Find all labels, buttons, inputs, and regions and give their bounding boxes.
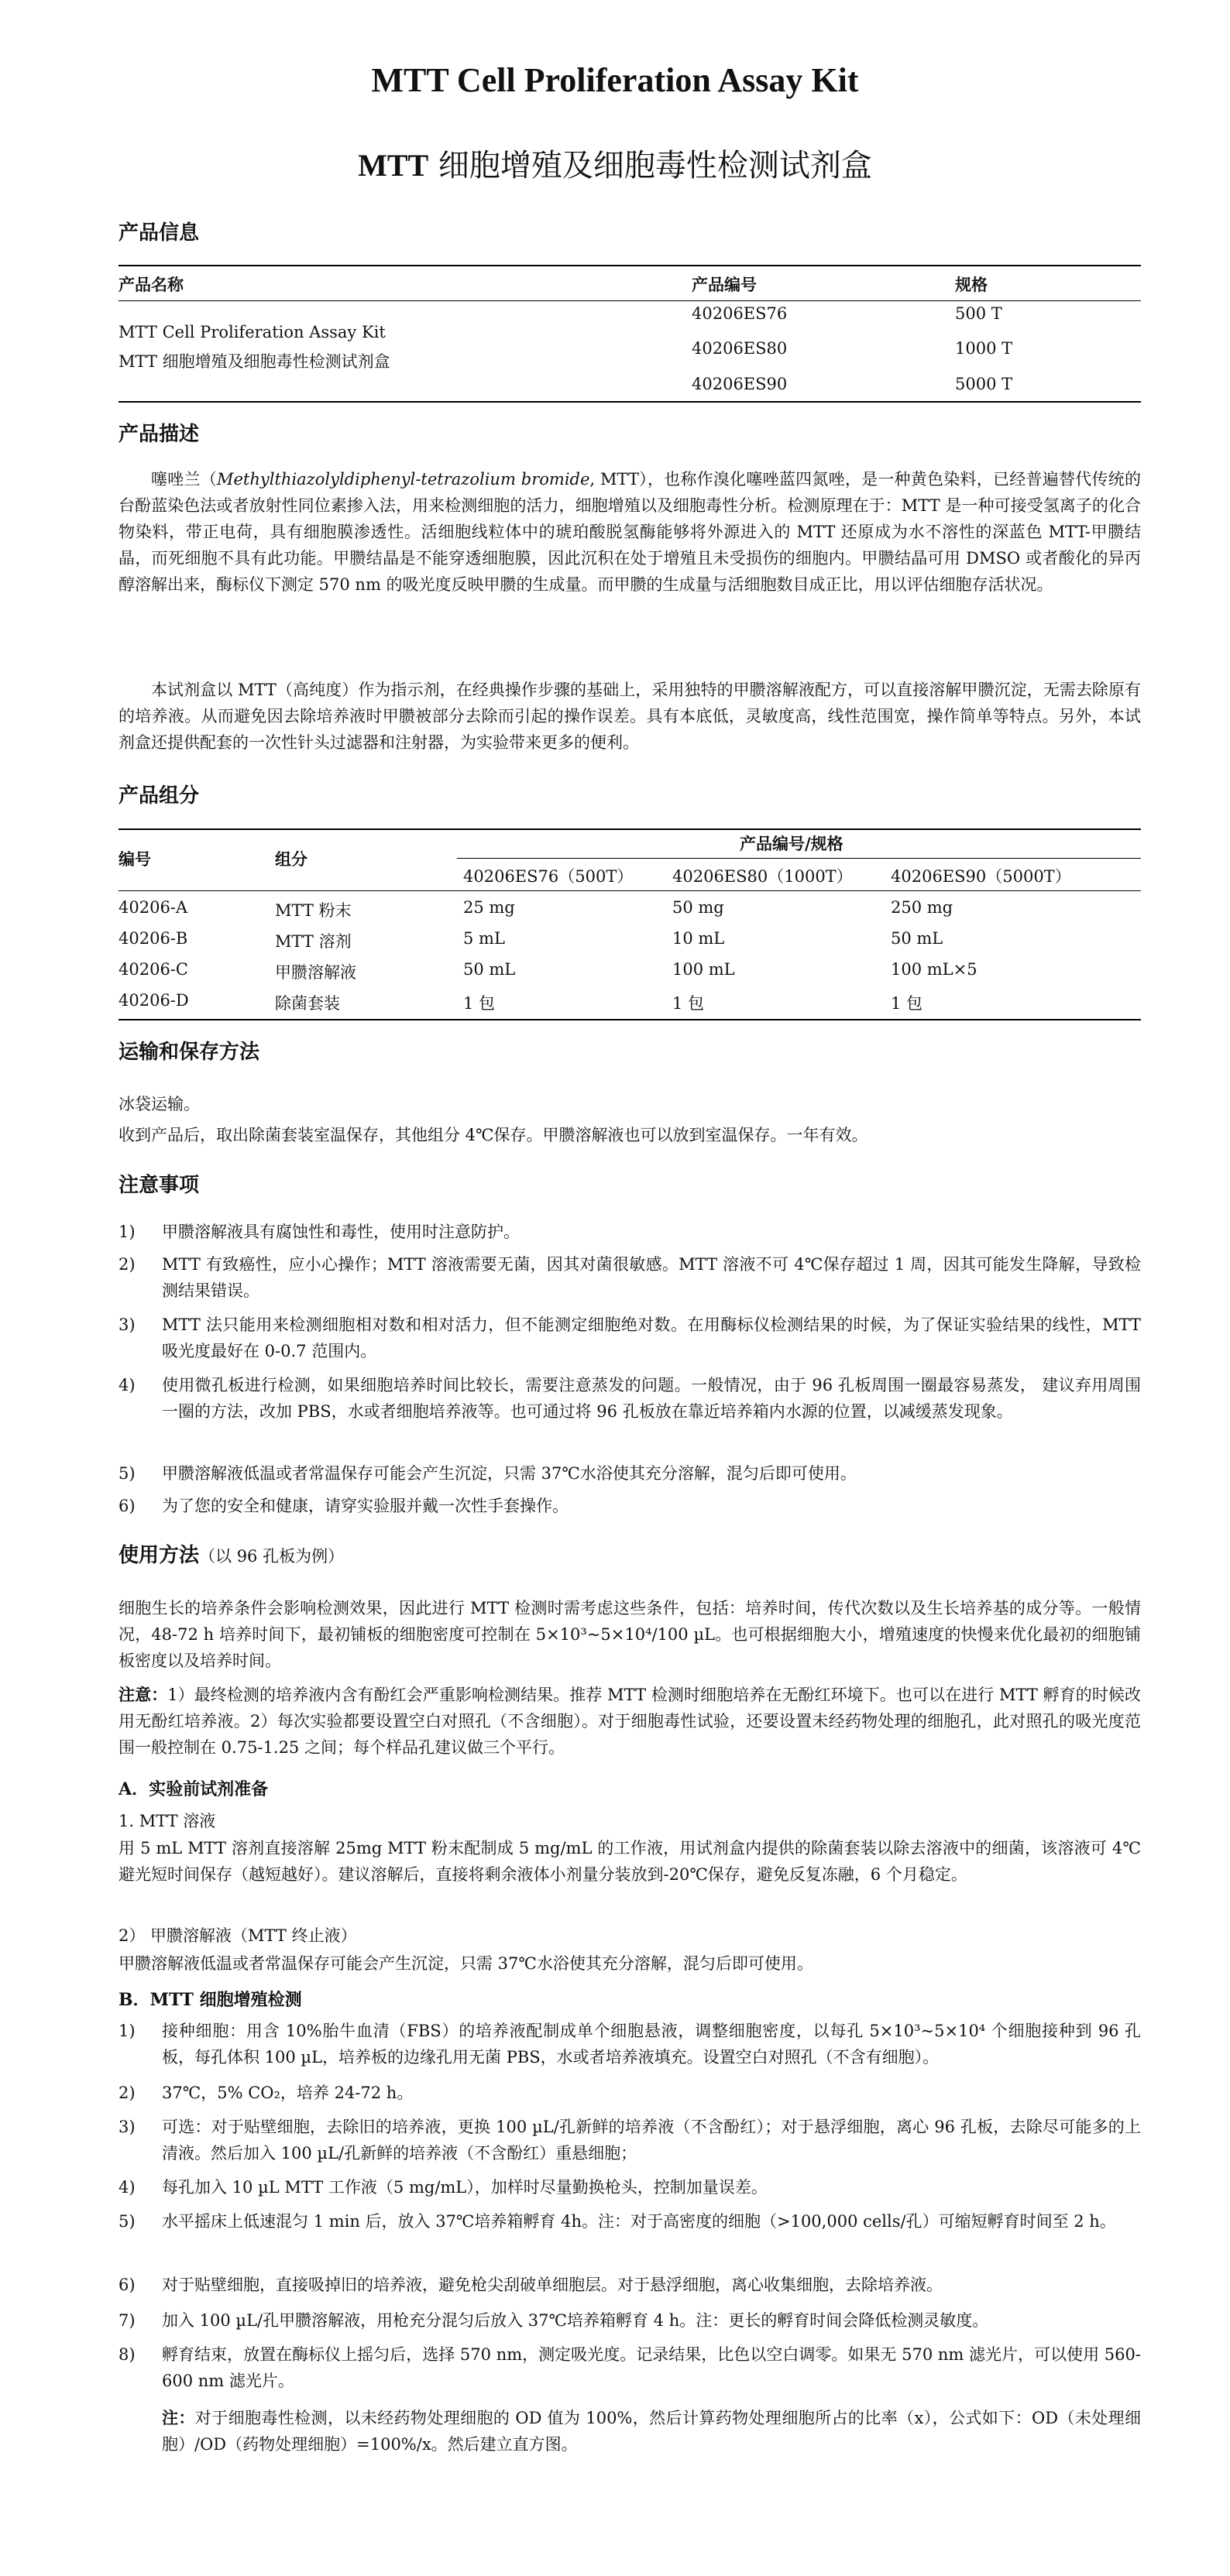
step-item [119, 2174, 1141, 2200]
comp-header-component: 组分 [275, 849, 308, 869]
title-english: MTT Cell Proliferation Assay Kit [371, 61, 859, 99]
step-text: 37℃，5% CO₂，培养 24-72 h。 [162, 2084, 414, 2102]
step-item [119, 2272, 1141, 2298]
note-item [119, 1460, 1141, 1487]
comp-table-top-rule [119, 828, 1141, 830]
note-item [119, 1493, 1141, 1519]
comp-row-value: 250 mg [891, 898, 953, 917]
step-number: 3) [119, 2118, 136, 2136]
comp-row-value: 50 mL [891, 929, 943, 948]
subsection-a2-title: 2） 甲臜溶解液（MTT 终止液） [119, 1926, 357, 1945]
note-text: MTT 有致癌性，应小心操作；MTT 溶液需要无菌，因其对菌很敏感。MTT 溶液不可 4℃保存超过 1 周，因其可能发生降解，导致检测结果错误。 [162, 1255, 1141, 1300]
comp-table-bottom-rule [119, 1019, 1141, 1020]
info-table-top-rule [119, 265, 1141, 266]
info-row-code: 40206ES90 [692, 375, 788, 393]
desc-p1-pre: 噻唑兰（ [151, 470, 217, 489]
comp-subheader: 40206ES90（5000T） [891, 867, 1071, 886]
title-chinese-rest: 细胞增殖及细胞毒性检测试剂盒 [428, 148, 872, 184]
step-item [119, 2080, 1141, 2106]
info-row-spec: 500 T [955, 304, 1002, 323]
note-text: 甲臜溶解液具有腐蚀性和毒性，使用时注意防护。 [162, 1223, 520, 1241]
subsection-b-heading: B．MTT 细胞增殖检测 [119, 1990, 302, 2010]
comp-row-value: 10 mL [672, 929, 725, 948]
comp-row-value: 50 mL [463, 960, 516, 979]
step-number: 6) [119, 2276, 136, 2294]
info-row-spec: 5000 T [955, 375, 1013, 393]
step-number: 2) [119, 2084, 136, 2102]
section-usage-heading [119, 1539, 344, 1568]
info-product-name-en: MTT Cell Proliferation Assay Kit [119, 323, 386, 341]
section-storage-heading: 运输和保存方法 [119, 1041, 260, 1064]
step-number: 1) [119, 2022, 136, 2040]
comp-header-code: 编号 [119, 849, 151, 869]
comp-subheader: 40206ES80（1000T） [672, 867, 853, 886]
note-text: 甲臜溶解液低温或者常温保存可能会产生沉淀，只需 37℃水浴使其充分溶解，混匀后即可使用。 [162, 1464, 857, 1483]
comp-row-code: 40206-A [119, 898, 188, 917]
storage-line-1: 冰袋运输。 [119, 1095, 200, 1113]
section-notes-heading: 注意事项 [119, 1174, 200, 1197]
subsection-a1-title: 1. MTT 溶液 [119, 1812, 216, 1830]
step-number: 4) [119, 2178, 136, 2197]
usage-note-paragraph [119, 1682, 1141, 1761]
note-number: 1) [119, 1223, 136, 1241]
step-item [119, 2307, 1141, 2334]
note-item [119, 1251, 1141, 1304]
comp-row-value: 100 mL [672, 960, 735, 979]
comp-row-code: 40206-C [119, 960, 188, 979]
step-text: 孵育结束，放置在酶标仪上摇匀后，选择 570 nm，测定吸光度。记录结果，比色以空白调零。如果无 570 nm 滤光片，可以使用 560-600 nm 滤光片。 [162, 2345, 1141, 2390]
desc-p1-italic: Methylthiazolyldiphenyl-tetrazolium bromide [216, 470, 590, 489]
usage-note-label: 注意： [119, 1685, 168, 1704]
step-item [119, 2208, 1141, 2235]
note-text: 使用微孔板进行检测，如果细胞培养时间比较长，需要注意蒸发的问题。一般情况，由于 96 孔板周围一圈最容易蒸发， 建议弃用周围一圈的方法，改加 PBS，水或者细胞培养液等。也可通过将 96 孔板放在靠近培养箱内水源的位置，以减缓蒸发现象。 [162, 1376, 1141, 1421]
note-number: 4) [119, 1376, 136, 1394]
comp-row-value: 1 包 [672, 994, 705, 1013]
subsection-a-heading: A．实验前试剂准备 [119, 1779, 269, 1799]
step-number: 8) [119, 2345, 136, 2364]
info-product-name-cn: MTT 细胞增殖及细胞毒性检测试剂盒 [119, 352, 390, 371]
comp-row-component: 除菌套装 [275, 994, 340, 1013]
final-note [119, 2405, 1141, 2458]
desc-paragraph-1 [119, 466, 1141, 598]
info-table-bottom-rule [119, 401, 1141, 403]
comp-table-group-rule [457, 858, 1141, 859]
final-note-text: 对于细胞毒性检测，以未经药物处理细胞的 OD 值为 100%，然后计算药物处理细胞所占的比率（x），公式如下：OD（未处理细胞）/OD（药物处理细胞）=100%/x。然后建立直方图。 [162, 2409, 1141, 2454]
note-number: 3) [119, 1315, 136, 1334]
comp-row-value: 1 包 [463, 994, 496, 1013]
section-desc-heading: 产品描述 [119, 423, 200, 446]
title-chinese-prefix: MTT [358, 148, 429, 183]
info-table-header-rule [119, 300, 1141, 301]
info-header-code: 产品编号 [692, 275, 757, 294]
note-number: 6) [119, 1497, 136, 1515]
comp-row-value: 50 mg [672, 898, 724, 917]
step-number: 7) [119, 2311, 136, 2330]
info-header-name: 产品名称 [119, 275, 184, 294]
info-row-code: 40206ES76 [692, 304, 788, 323]
comp-row-component: MTT 粉末 [275, 901, 352, 920]
note-number: 2) [119, 1255, 136, 1274]
comp-row-component: MTT 溶剂 [275, 932, 352, 951]
subsection-a2-text: 甲臜溶解液低温或者常温保存可能会产生沉淀，只需 37℃水浴使其充分溶解，混匀后即可使用。 [119, 1954, 813, 1973]
subsection-a1-text: 用 5 mL MTT 溶剂直接溶解 25mg MTT 粉末配制成 5 mg/mL 的工作液，用试剂盒内提供的除菌套装以除去溶液中的细菌，该溶液可 4℃ 避光短时间保存（越短越好）。建议溶解后，直接将剩余液体小剂量分装放到-20℃保存，避免反复冻融，6 个月稳定。 [119, 1839, 1141, 1884]
note-number: 5) [119, 1464, 136, 1483]
section-info-heading: 产品信息 [119, 221, 200, 245]
note-item [119, 1312, 1141, 1364]
info-header-spec: 规格 [955, 275, 988, 294]
info-row-code: 40206ES80 [692, 339, 788, 358]
step-item [119, 2114, 1141, 2166]
title-chinese [0, 141, 1230, 185]
section-components-heading: 产品组分 [119, 784, 200, 808]
comp-header-group: 产品编号/规格 [740, 834, 843, 853]
note-item [119, 1219, 1141, 1245]
comp-row-value: 5 mL [463, 929, 505, 948]
step-text: 对于贴壁细胞，直接吸掉旧的培养液，避免枪尖刮破单细胞层。对于悬浮细胞，离心收集细胞，去除培养液。 [162, 2276, 943, 2294]
step-text: 加入 100 µL/孔甲臜溶解液，用枪充分混匀后放入 37℃培养箱孵育 4 h。注：更长的孵育时间会降低检测灵敏度。 [162, 2311, 989, 2330]
comp-row-code: 40206-D [119, 991, 189, 1010]
desc-paragraph-2: 本试剂盒以 MTT（高纯度）作为指示剂，在经典操作步骤的基础上，采用独特的甲臜溶解液配方，可以直接溶解甲臜沉淀，无需去除原有的培养液。从而避免因去除培养液时甲臜被部分去除而引起的操作误差。具有本底低，灵敏度高，线性范围宽，操作简单等特点。另外，本试剂盒还提供配套的一次性针头过滤器和注射器，为实验带来更多的便利。 [119, 681, 1141, 752]
comp-row-component: 甲臜溶解液 [275, 963, 356, 982]
note-text: MTT 法只能用来检测细胞相对数和相对活力，但不能测定细胞绝对数。在用酶标仪检测结果的时候，为了保证实验结果的线性，MTT 吸光度最好在 0-0.7 范围内。 [162, 1315, 1141, 1360]
final-note-label: 注： [162, 2408, 195, 2427]
usage-intro-paragraph: 细胞生长的培养条件会影响检测效果，因此进行 MTT 检测时需考虑这些条件，包括：培养时间，传代次数以及生长培养基的成分等。一般情况，48-72 h 培养时间下，最初铺板的细胞密度可控制在 5×10³~5×10⁴/100 µL。也可根据细胞大小，增殖速度的快慢来优化最初的细胞铺板密度以及培养时间。 [119, 1599, 1141, 1670]
comp-row-value: 1 包 [891, 994, 923, 1013]
usage-note-text: 1）最终检测的培养液内含有酚红会严重影响检测结果。推荐 MTT 检测时细胞培养在无酚红环境下。也可以在进行 MTT 孵育的时候改用无酚红培养液。2）每次实验都要设置空白对照孔（不含细胞）。对于细胞毒性试验，还要设置未经药物处理的细胞孔，此对照孔的吸光度范围一般控制在 0.75-1.25 之间；每个样品孔建议做三个平行。 [119, 1686, 1142, 1757]
usage-heading-suffix: （以 96 孔板为例） [199, 1547, 345, 1566]
step-text: 水平摇床上低速混匀 1 min 后，放入 37℃培养箱孵育 4h。注：对于高密度的细胞（>100,000 cells/孔）可缩短孵育时间至 2 h。 [162, 2212, 1116, 2231]
comp-subheader: 40206ES76（500T） [463, 867, 634, 886]
step-text: 可选：对于贴壁细胞，去除旧的培养液，更换 100 µL/孔新鲜的培养液（不含酚红）；对于悬浮细胞，离心 96 孔板，去除尽可能多的上清液。然后加入 100 µL/孔新鲜的培养液（不含酚红）重悬细胞； [162, 2118, 1141, 2163]
comp-row-value: 100 mL×5 [891, 960, 977, 979]
note-item [119, 1372, 1141, 1425]
note-text: 为了您的安全和健康，请穿实验服并戴一次性手套操作。 [162, 1497, 569, 1515]
step-item [119, 2018, 1141, 2070]
step-text: 接种细胞：用含 10%胎牛血清（FBS）的培养液配制成单个细胞悬液，调整细胞密度，以每孔 5×10³~5×10⁴ 个细胞接种到 96 孔板，每孔体积 100 µL，培养板的边缘孔用无菌 PBS，水或者培养液填充。设置空白对照孔（不含有细胞）。 [162, 2022, 1141, 2067]
storage-line-2: 收到产品后，取出除菌套装室温保存，其他组分 4℃保存。甲臜溶解液也可以放到室温保存。一年有效。 [119, 1126, 868, 1144]
desc-p1-post: , MTT），也称作溴化噻唑蓝四氮唑，是一种黄色染料，已经普遍替代传统的台酚蓝染色法或者放射性同位素掺入法，用来检测细胞的活力，细胞增殖以及细胞毒性分析。检测原理在于：MTT 是一种可接受氢离子的化合物染料，带正电荷，具有细胞膜渗透性。活细胞线粒体中的琥珀酸脱氢酶能够将外源进入的 MTT 还原成为水不溶性的深蓝色 MTT-甲臜结晶，而死细胞不具有此功能。甲臜结晶是不能穿透细胞膜，因此沉积在处于增殖且未受损伤的细胞内。甲臜结晶可用 DMSO 或者酸化的异丙醇溶解出来，酶标仪下测定 570 nm 的吸光度反映甲臜的生成量。而甲臜的生成量与活细胞数目成正比，用以评估细胞存活状况。 [119, 470, 1141, 594]
comp-row-code: 40206-B [119, 929, 188, 948]
info-row-spec: 1000 T [955, 339, 1013, 358]
comp-table-header-rule [119, 890, 1141, 891]
step-text: 每孔加入 10 µL MTT 工作液（5 mg/mL），加样时尽量勤换枪头，控制加量误差。 [162, 2178, 768, 2197]
step-item [119, 2341, 1141, 2394]
step-number: 5) [119, 2212, 136, 2231]
comp-row-value: 25 mg [463, 898, 515, 917]
usage-heading-text: 使用方法 [119, 1544, 200, 1567]
